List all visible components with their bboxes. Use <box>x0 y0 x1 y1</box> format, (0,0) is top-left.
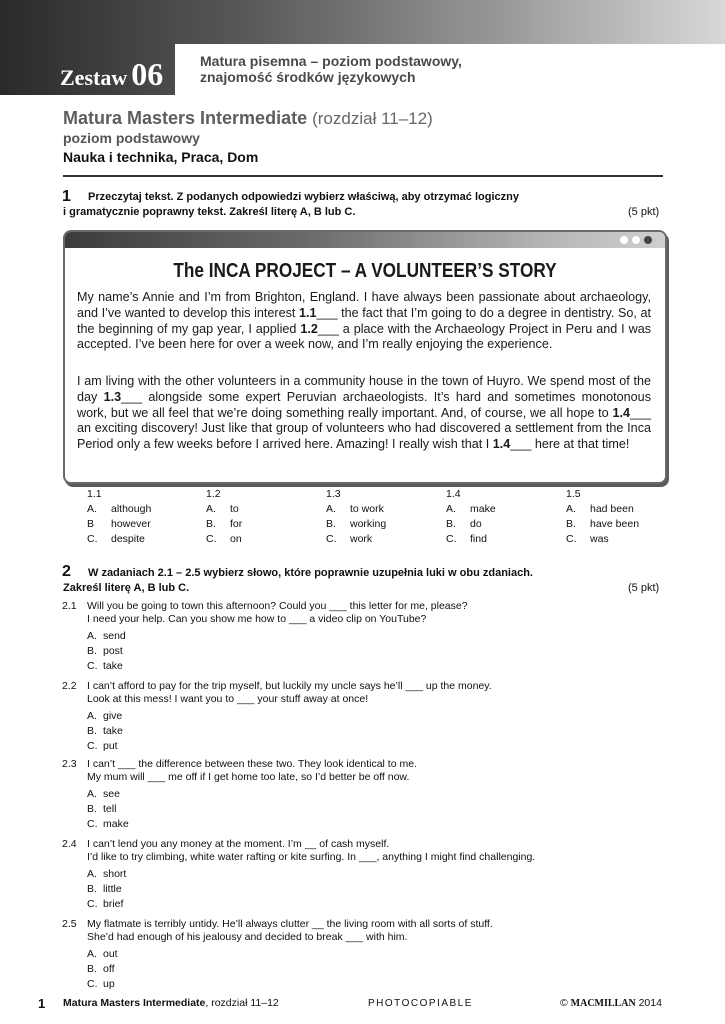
option-letter: B. <box>206 518 216 530</box>
option-text: send <box>103 630 126 642</box>
option-text: short <box>103 868 127 880</box>
option-text: was <box>590 533 609 545</box>
reading-text: I am living with the other volunteers in a community house in the town of Huyro. We spend most of the day <box>77 374 651 404</box>
option-text: see <box>103 788 120 800</box>
option-text: despite <box>111 533 145 545</box>
answer-option[interactable] <box>87 898 123 910</box>
set-word: Zestaw <box>60 65 128 90</box>
gap-marker: 1.1 <box>299 305 317 320</box>
option-letter: A. <box>87 948 97 960</box>
option-letter: B. <box>87 883 97 895</box>
question-sentence: I need your help. Can you show me how to ___ a video clip on YouTube? <box>87 613 427 625</box>
option-text: put <box>103 740 118 752</box>
option-letter: A. <box>87 868 97 880</box>
answer-option[interactable] <box>87 978 115 990</box>
option-letter: A. <box>87 710 97 722</box>
option-group-label: 1.5 <box>566 488 581 500</box>
option-group-label: 1.4 <box>446 488 461 500</box>
question-sentence: My mum will ___ me off if I get home too late, so I’d better be off now. <box>87 771 410 783</box>
answer-option[interactable] <box>87 963 114 975</box>
gap-marker: 1.4 <box>492 437 511 452</box>
option-text: make <box>103 818 129 830</box>
answer-option[interactable] <box>87 818 129 830</box>
option-letter: B. <box>326 518 336 530</box>
option-letter: A. <box>566 503 576 515</box>
option-letter: A. <box>87 503 97 515</box>
level-label: poziom podstawowy <box>63 130 200 146</box>
option-letter: C. <box>446 533 457 545</box>
exercise-1-instruction-2: i gramatycznie poprawny tekst. Zakreśl literę A, B lub C. <box>63 206 356 218</box>
reading-text: ___ a place with the Archaeology Project in Peru and I was accepted. I’ve been here for over a week now, and I’m really enjoying the experience. <box>77 321 651 352</box>
option-text: however <box>111 518 151 530</box>
reading-text: ___ here at that time! <box>510 437 630 452</box>
copyright <box>560 997 662 1009</box>
question-sentence: I can’t afford to pay for the trip myself, but luckily my uncle says he’ll ___ up the money. <box>87 680 492 692</box>
question-sentence: Look at this mess! I want you to ___ your stuff away at once! <box>87 693 369 705</box>
book-title: Matura Masters Intermediate <box>63 108 308 128</box>
option-text: out <box>103 948 118 960</box>
answer-option[interactable] <box>87 788 120 800</box>
gap-marker: 1.4 <box>612 405 630 420</box>
footer-book <box>63 997 279 1009</box>
copyright-year: 2014 <box>638 997 662 1009</box>
option-text: although <box>111 503 152 515</box>
option-text: find <box>470 533 487 545</box>
exercise-1-points: (5 pkt) <box>628 206 660 218</box>
option-letter: C. <box>326 533 337 545</box>
question-sentence: I’d like to try climbing, white water rafting or kite surfing. In ___, anything I might find challenging. <box>87 851 536 863</box>
question-sentence: My flatmate is terribly untidy. He’ll always clutter __ the living room with all sorts of stuff. <box>87 918 493 930</box>
answer-option[interactable] <box>87 645 123 657</box>
option-text: off <box>103 963 115 975</box>
answer-option[interactable] <box>87 803 116 815</box>
exercise-1-instruction-1: Przeczytaj tekst. Z podanych odpowiedzi wybierz właściwą, aby otrzymać logiczny <box>88 191 519 203</box>
option-letter: B. <box>87 963 97 975</box>
option-text: for <box>230 518 243 530</box>
question-number: 2.3 <box>62 758 77 770</box>
option-text: working <box>350 518 387 530</box>
photocopiable-label: PHOTOCOPIABLE <box>368 998 473 1009</box>
exercise-1-number: 1 <box>62 188 71 205</box>
option-text: take <box>103 660 123 672</box>
option-letter: C. <box>87 818 98 830</box>
option-letter: A. <box>326 503 336 515</box>
option-letter: B. <box>87 803 97 815</box>
option-letter: B. <box>87 645 97 657</box>
option-letter: C. <box>566 533 577 545</box>
gap-marker: 1.3 <box>103 389 122 404</box>
answer-option[interactable] <box>87 883 122 895</box>
question-number: 2.4 <box>62 838 77 850</box>
answer-option[interactable] <box>87 630 126 642</box>
exercise-2-number: 2 <box>62 563 71 580</box>
option-text: on <box>230 533 242 545</box>
topics-label: Nauka i technika, Praca, Dom <box>63 149 259 165</box>
option-text: to work <box>350 503 384 515</box>
footer-book-title: Matura Masters Intermediate <box>63 997 206 1009</box>
option-group-label: 1.3 <box>326 488 341 500</box>
reading-text: ___ the fact that I’m going to do a degree in dentistry. So, at the beginning of my gap year, I applied <box>77 305 651 336</box>
footer-chapters: , rozdział 11–12 <box>205 997 279 1009</box>
option-letter: C. <box>87 533 98 545</box>
question-number: 2.2 <box>62 680 77 692</box>
reading-text: ___ an exciting discovery! Just like that group of volunteers who had discovered a settlement from the Inca Period only a few weeks before I arrived here. Amazing! I really wish that I <box>77 405 651 452</box>
chapter-range: (rozdział 11–12) <box>312 109 433 128</box>
subtitle-line-1: Matura pisemna – poziom podstawowy, <box>200 53 462 69</box>
answer-option[interactable] <box>87 725 123 737</box>
option-text: take <box>103 725 123 737</box>
option-letter: C. <box>87 740 98 752</box>
option-letter: C. <box>87 898 98 910</box>
option-text: do <box>470 518 482 530</box>
option-letter: C. <box>206 533 217 545</box>
option-letter: B. <box>566 518 576 530</box>
option-text: up <box>103 978 115 990</box>
option-group-label: 1.1 <box>87 488 102 500</box>
subtitle-line-2: znajomość środków językowych <box>200 69 416 85</box>
option-letter: A. <box>87 788 97 800</box>
option-text: give <box>103 710 123 722</box>
option-letter: C. <box>87 660 98 672</box>
option-letter: B <box>87 518 95 530</box>
reading-text: ___ alongside some expert Peruvian archaeologists. It’s hard and sometimes monotonous work, but we all feel that we’re doing something really important. And, of course, we all hope to <box>77 389 651 420</box>
question-sentence: Will you be going to town this afternoon? Could you ___ this letter for me, please? <box>87 600 468 612</box>
answer-option[interactable] <box>87 868 126 880</box>
publisher-logo: MACMILLAN <box>570 998 636 1009</box>
option-text: little <box>103 883 122 895</box>
reading-text: My name’s Annie and I’m from Brighton, England. I have always been passionate about archaeology, and I’ve wanted to develop this interest <box>77 290 651 320</box>
option-letter: B. <box>446 518 456 530</box>
option-text: had been <box>590 503 634 515</box>
gap-marker: 1.2 <box>300 321 318 336</box>
exercise-2-instruction-2: Zakreśl literę A, B lub C. <box>63 582 190 594</box>
question-sentence: I can’t lend you any money at the moment. I’m __ of cash myself. <box>87 838 390 850</box>
option-letter: C. <box>87 978 98 990</box>
exercise-2-instruction-1: W zadaniach 2.1 – 2.5 wybierz słowo, które poprawnie uzupełnia luki w obu zdaniach. <box>88 567 533 579</box>
answer-option[interactable] <box>87 710 122 722</box>
set-number: 06 <box>131 56 164 92</box>
option-letter: B. <box>87 725 97 737</box>
option-text: brief <box>103 898 124 910</box>
option-text: to <box>230 503 239 515</box>
exercise-2-points: (5 pkt) <box>628 582 660 594</box>
option-text: work <box>350 533 373 545</box>
option-text: have been <box>590 518 640 530</box>
option-group-label: 1.2 <box>206 488 221 500</box>
option-text: make <box>470 503 496 515</box>
answer-option[interactable] <box>87 948 118 960</box>
question-number: 2.5 <box>62 918 77 930</box>
question-number: 2.1 <box>62 600 77 612</box>
page-number: 1 <box>38 996 46 1011</box>
question-sentence: She’d had enough of his jealousy and decided to break ___ with him. <box>87 931 408 943</box>
question-sentence: I can’t ___ the difference between these two. They look identical to me. <box>87 758 417 770</box>
copyright-symbol: © <box>560 997 568 1009</box>
answer-option[interactable] <box>87 660 123 672</box>
option-letter: A. <box>87 630 97 642</box>
option-text: post <box>103 645 123 657</box>
answer-option[interactable] <box>87 740 118 752</box>
reading-title: The INCA PROJECT – A VOLUNTEER’S STORY <box>173 260 557 282</box>
option-text: tell <box>103 803 117 815</box>
option-letter: A. <box>206 503 216 515</box>
option-letter: A. <box>446 503 456 515</box>
